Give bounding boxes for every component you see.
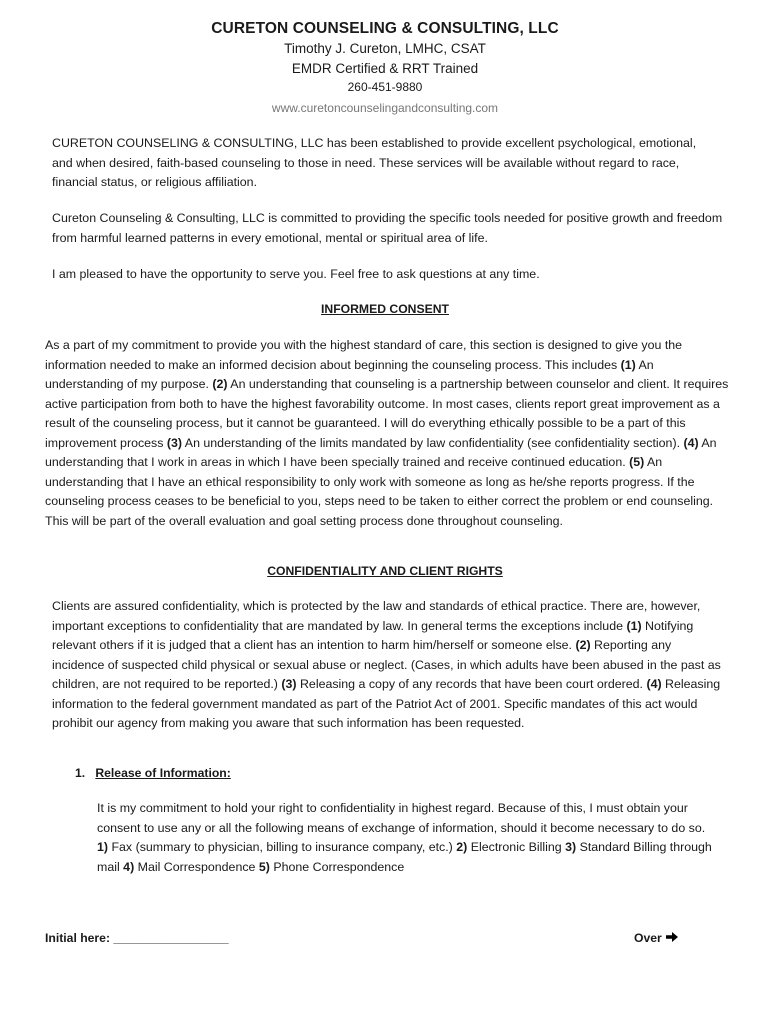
- intro-paragraph-3: I am pleased to have the opportunity to serve you. Feel free to ask questions at any time.: [52, 267, 540, 281]
- counselor-name: Timothy J. Cureton, LMHC, CSAT: [284, 41, 486, 56]
- confidentiality-paragraph: Clients are assured confidentiality, which is protected by the law and standards of ethical practice. There are, however, important exceptions to confidentiality that are mandated by law. In general terms the exceptions include (1) Notifying relevant others if it is judged that a client has an intention to harm him/herself or someone else. (2) Reporting any incidence of suspected child physical or sexual abuse or neglect. (Cases, in which adults have been abused in the past as children, are not required to be reported.) (3) Releasing a copy of any records that have been court ordered. (4) Releasing information to the federal government mandated as part of the Patriot Act of 2001. Specific mandates of this act would prohibit our agency from making you aware that such information has been requested.: [52, 599, 721, 730]
- phone-number: 260-451-9880: [347, 80, 423, 94]
- over-indicator: Over: [634, 931, 679, 945]
- initial-here-line[interactable]: Initial here: _________________: [45, 931, 229, 945]
- company-title: CURETON COUNSELING & CONSULTING, LLC: [211, 20, 559, 37]
- informed-consent-heading: INFORMED CONSENT: [321, 302, 449, 316]
- intro-paragraph-1: CURETON COUNSELING & CONSULTING, LLC has been established to provide excellent psychological, emotional, and when desired, faith-based counseling to those in need. These services will be available without regard to race, financial status, or religious affiliation.: [52, 136, 697, 189]
- certifications: EMDR Certified & RRT Trained: [291, 61, 479, 76]
- release-of-information-title: 1. Release of Information:: [75, 766, 231, 780]
- website-url: www.curetoncounselingandconsulting.com: [271, 101, 499, 115]
- informed-consent-paragraph: As a part of my commitment to provide you with the highest standard of care, this section is designed to give you the information needed to make an informed decision about beginning the counseling process. This includes (1) An understanding of my purpose. (2) An understanding that counseling is a partnership between counselor and client. It requires active participation from both to have the highest favorability outcome. In most cases, clients report great improvement as a result of the counseling process, but it cannot be guaranteed. I will do everything ethically possible to be a part of this improvement process (3) An understanding of the limits mandated by law confidentiality (see confidentiality section). (4) An understanding that I work in areas in which I have been specially trained and receive continued education. (5) An understanding that I have an ethical responsibility to only work with someone as long as he/she reports progress. If the counseling process ceases to be beneficial to you, steps need to be taken to either correct the problem or end counseling. This will be part of the overall evaluation and goal setting process done throughout counseling.: [45, 338, 729, 528]
- confidentiality-heading: CONFIDENTIALITY AND CLIENT RIGHTS: [267, 564, 503, 578]
- right-arrow-icon: [665, 931, 679, 943]
- release-paragraph: It is my commitment to hold your right to confidentiality in highest regard. Because of this, I must obtain your consent to use any or all the following means of exchange of information, should it become necessary to do so. 1) Fax (summary to physician, billing to insurance company, etc.) 2) Electronic Billing 3) Standard Billing through mail 4) Mail Correspondence 5) Phone Correspondence: [97, 801, 712, 874]
- intro-paragraph-2: Cureton Counseling & Consulting, LLC is committed to providing the specific tools needed for positive growth and freedom from harmful learned patterns in every emotional, mental or spiritual area of life.: [52, 211, 723, 245]
